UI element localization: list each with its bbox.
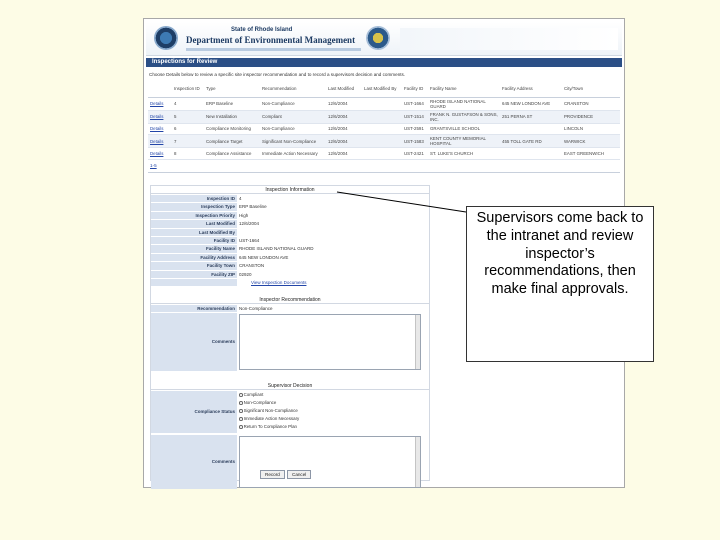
column-header[interactable]: Last Modified: [326, 81, 362, 97]
recommendation-cell: Non-Compliance: [260, 97, 326, 110]
city-cell: PROVIDENCE: [562, 110, 620, 123]
column-header[interactable]: Facility Address: [500, 81, 562, 97]
facility-address-cell: 455 TOLL GATE RD: [500, 135, 562, 148]
facility-name-cell: KENT COUNTY MEMORIAL HOSPITAL: [428, 135, 500, 148]
field-value: ERP Baseline: [239, 204, 267, 210]
column-header[interactable]: Inspection ID: [172, 81, 204, 97]
field-value: 02920: [239, 271, 252, 277]
city-cell: EAST GREENWICH: [562, 148, 620, 160]
details-link[interactable]: Details: [150, 138, 164, 144]
view-documents-link[interactable]: View Inspection Documents: [251, 280, 307, 285]
recommendation-value: Non-Compliance: [239, 306, 273, 311]
supervisor-decision-heading: Supervisor Decision: [151, 382, 429, 390]
column-header[interactable]: Facility ID: [402, 81, 428, 97]
details-link[interactable]: Details: [150, 150, 164, 156]
facility-id-cell: UST-1514: [402, 110, 428, 123]
recommendation-cell: Compliant: [260, 110, 326, 123]
inspection-id-cell: 8: [172, 148, 204, 160]
record-button[interactable]: Record: [260, 470, 285, 479]
callout-text: Supervisors come back to the intranet and review inspector’s recommendations, then make final approvals.: [476, 210, 644, 298]
field-label: Facility Address: [151, 254, 237, 261]
inspection-id-cell: 4: [172, 97, 204, 110]
column-header[interactable]: Recommendation: [260, 81, 326, 97]
option-label: Significant Non-Compliance: [243, 408, 298, 413]
column-header[interactable]: Type: [204, 81, 260, 97]
facility-name-cell: FRANK N. GUSTAFSON & SONS, INC.: [428, 110, 500, 123]
facility-id-cell: UST-2421: [402, 148, 428, 160]
column-header[interactable]: City/Town: [562, 81, 620, 97]
city-cell: CRANSTON: [562, 97, 620, 110]
modified-cell: 12/6/2004: [326, 135, 362, 148]
banner-state: State of Rhode Island: [231, 27, 293, 33]
field-value: UST-1664: [239, 238, 260, 243]
details-link[interactable]: Details: [150, 114, 164, 119]
field-value: High: [239, 212, 249, 218]
cancel-button[interactable]: Cancel: [287, 470, 311, 479]
inspection-info-heading: Inspection Information: [151, 186, 429, 194]
type-cell: New Installation: [204, 110, 260, 123]
inspection-id-cell: 5: [172, 110, 204, 123]
recommendation-cell: Immediate Action Necessary: [260, 148, 326, 160]
banner-department: Department of Environmental Management: [186, 35, 356, 45]
field-label: Facility Town: [151, 262, 237, 269]
details-link[interactable]: Details: [150, 101, 164, 106]
modified-cell: 12/6/2004: [326, 148, 362, 160]
option-label: Non-Compliance: [243, 400, 277, 405]
option-label: Return To Compliance Plan: [243, 424, 297, 429]
field-label: Comments: [151, 435, 237, 489]
recommendation-cell: Significant Non-Compliance: [260, 135, 326, 148]
option-label: Compliant: [243, 392, 264, 397]
pagination-link[interactable]: 1-5: [150, 163, 157, 168]
field-value: RHODE ISLAND NATIONAL GUARD: [239, 246, 314, 252]
facility-id-cell: UST-2591: [402, 123, 428, 135]
facility-name-cell: GRANTSVILLE SCHOOL: [428, 123, 500, 135]
modified-cell: 12/6/2004: [326, 110, 362, 123]
field-label: Facility ID: [151, 237, 237, 244]
field-label: Facility ZIP: [151, 271, 237, 278]
modified-cell: 12/6/2004: [326, 123, 362, 135]
field-value: CRANSTON: [239, 263, 265, 269]
page-intro: Choose Details below to review a specific site inspector recommendation and to record a supervisors decision and comments.: [149, 72, 406, 77]
details-link[interactable]: Details: [150, 126, 164, 132]
facility-address-cell: 645 NEW LONDON AVE: [500, 97, 562, 110]
field-value: 4: [239, 196, 242, 201]
column-header[interactable]: Last Modified By: [362, 81, 402, 97]
city-cell: WARWICK: [562, 135, 620, 148]
city-cell: LINCOLN: [562, 123, 620, 135]
facility-id-cell: UST-1664: [402, 97, 428, 110]
page-title: Inspections for Review: [152, 59, 218, 65]
field-label: Recommendation: [151, 305, 237, 312]
callout-box: [466, 206, 654, 362]
field-label: Inspection Type: [151, 203, 237, 210]
inspection-id-cell: 7: [172, 135, 204, 148]
type-cell: Compliance Assistance: [204, 148, 260, 160]
type-cell: Compliance Target: [204, 135, 260, 148]
field-label: Last Modified: [151, 220, 237, 227]
modified-cell: 12/6/2004: [326, 97, 362, 110]
type-cell: Compliance Monitoring: [204, 123, 260, 135]
facility-name-cell: RHODE ISLAND NATIONAL GUARD: [428, 97, 500, 110]
field-label: Inspection Priority: [151, 212, 237, 219]
facility-id-cell: UST-1583: [402, 135, 428, 148]
inspection-id-cell: 6: [172, 123, 204, 135]
field-label: Last Modified By: [151, 229, 237, 236]
option-label: Immediate Action Necessary: [243, 416, 300, 421]
field-value: 12/6/2004: [239, 221, 260, 227]
recommendation-cell: Non-Compliance: [260, 123, 326, 135]
field-label: Inspection ID: [151, 195, 237, 202]
field-label: Facility Name: [151, 245, 237, 252]
callout-line: [337, 192, 466, 212]
facility-address-cell: 251 PERNA ST: [500, 110, 562, 123]
field-label: Compliance Status: [151, 391, 237, 433]
column-header[interactable]: Facility Name: [428, 81, 500, 97]
field-value: 645 NEW LONDON AVE: [239, 254, 289, 260]
type-cell: ERP Baseline: [204, 97, 260, 110]
facility-name-cell: ST. LUKE'S CHURCH: [428, 148, 500, 160]
field-label: Comments: [151, 313, 237, 371]
inspector-recommendation-heading: Inspector Recommendation: [151, 296, 429, 304]
